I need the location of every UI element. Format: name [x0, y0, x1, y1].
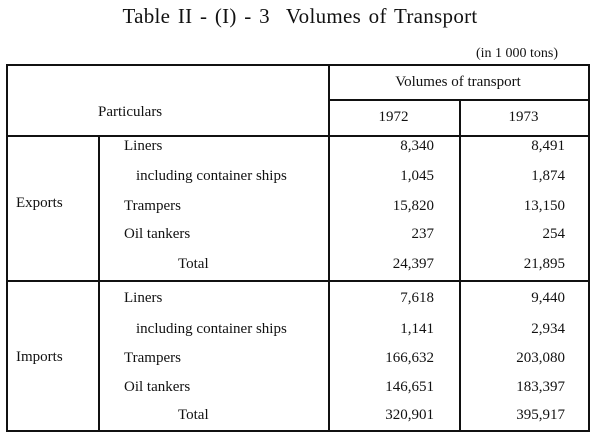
cell-value-1972: 237	[411, 226, 434, 242]
row-label: Oil tankers	[124, 379, 191, 395]
cell-value-1973: 2,934	[531, 321, 565, 337]
row-label: Oil tankers	[124, 226, 191, 242]
table-title	[0, 4, 600, 29]
cell-value-1973: 21,895	[523, 256, 565, 272]
row-label: including container ships	[136, 168, 287, 184]
transport-table	[6, 64, 590, 432]
table-caption: Volumes of Transport	[285, 4, 478, 28]
section-label-exports: Exports	[16, 195, 63, 211]
cell-value-1973: 8,491	[531, 138, 565, 154]
cell-value-1973: 203,080	[516, 350, 565, 366]
header-year-1973: 1973	[508, 109, 539, 125]
cell-value-1972: 1,141	[400, 321, 434, 337]
rule-section-divider	[98, 135, 100, 432]
cell-value-1972: 8,340	[400, 138, 434, 154]
cell-value-1972: 166,632	[385, 350, 434, 366]
header-year-1972: 1972	[378, 109, 409, 125]
row-label-total: Total	[178, 407, 209, 423]
cell-value-1973: 1,874	[531, 168, 565, 184]
cell-value-1973: 9,440	[531, 290, 565, 306]
table-number: Table II - (I) - 3	[122, 4, 270, 28]
rule-header-group	[328, 99, 588, 101]
cell-value-1973: 254	[542, 226, 565, 242]
section-label-imports: Imports	[16, 349, 63, 365]
row-label: Liners	[124, 290, 163, 306]
cell-value-1973: 13,150	[523, 198, 565, 214]
unit-note: (in 1 000 tons)	[475, 46, 558, 61]
cell-value-1972: 146,651	[385, 379, 434, 395]
cell-value-1972: 15,820	[392, 198, 434, 214]
row-label: Trampers	[124, 350, 181, 366]
cell-value-1973: 183,397	[516, 379, 565, 395]
row-label-total: Total	[178, 256, 209, 272]
cell-value-1972: 7,618	[400, 290, 434, 306]
cell-value-1972: 24,397	[392, 256, 434, 272]
rule-exports-bottom	[8, 280, 588, 282]
row-label: including container ships	[136, 321, 287, 337]
cell-value-1973: 395,917	[516, 407, 565, 423]
row-label: Liners	[124, 138, 163, 154]
row-label: Trampers	[124, 198, 181, 214]
header-particulars: Particulars	[98, 104, 163, 120]
cell-value-1972: 320,901	[385, 407, 434, 423]
header-volumes-of-transport: Volumes of transport	[395, 74, 521, 90]
cell-value-1972: 1,045	[400, 168, 434, 184]
